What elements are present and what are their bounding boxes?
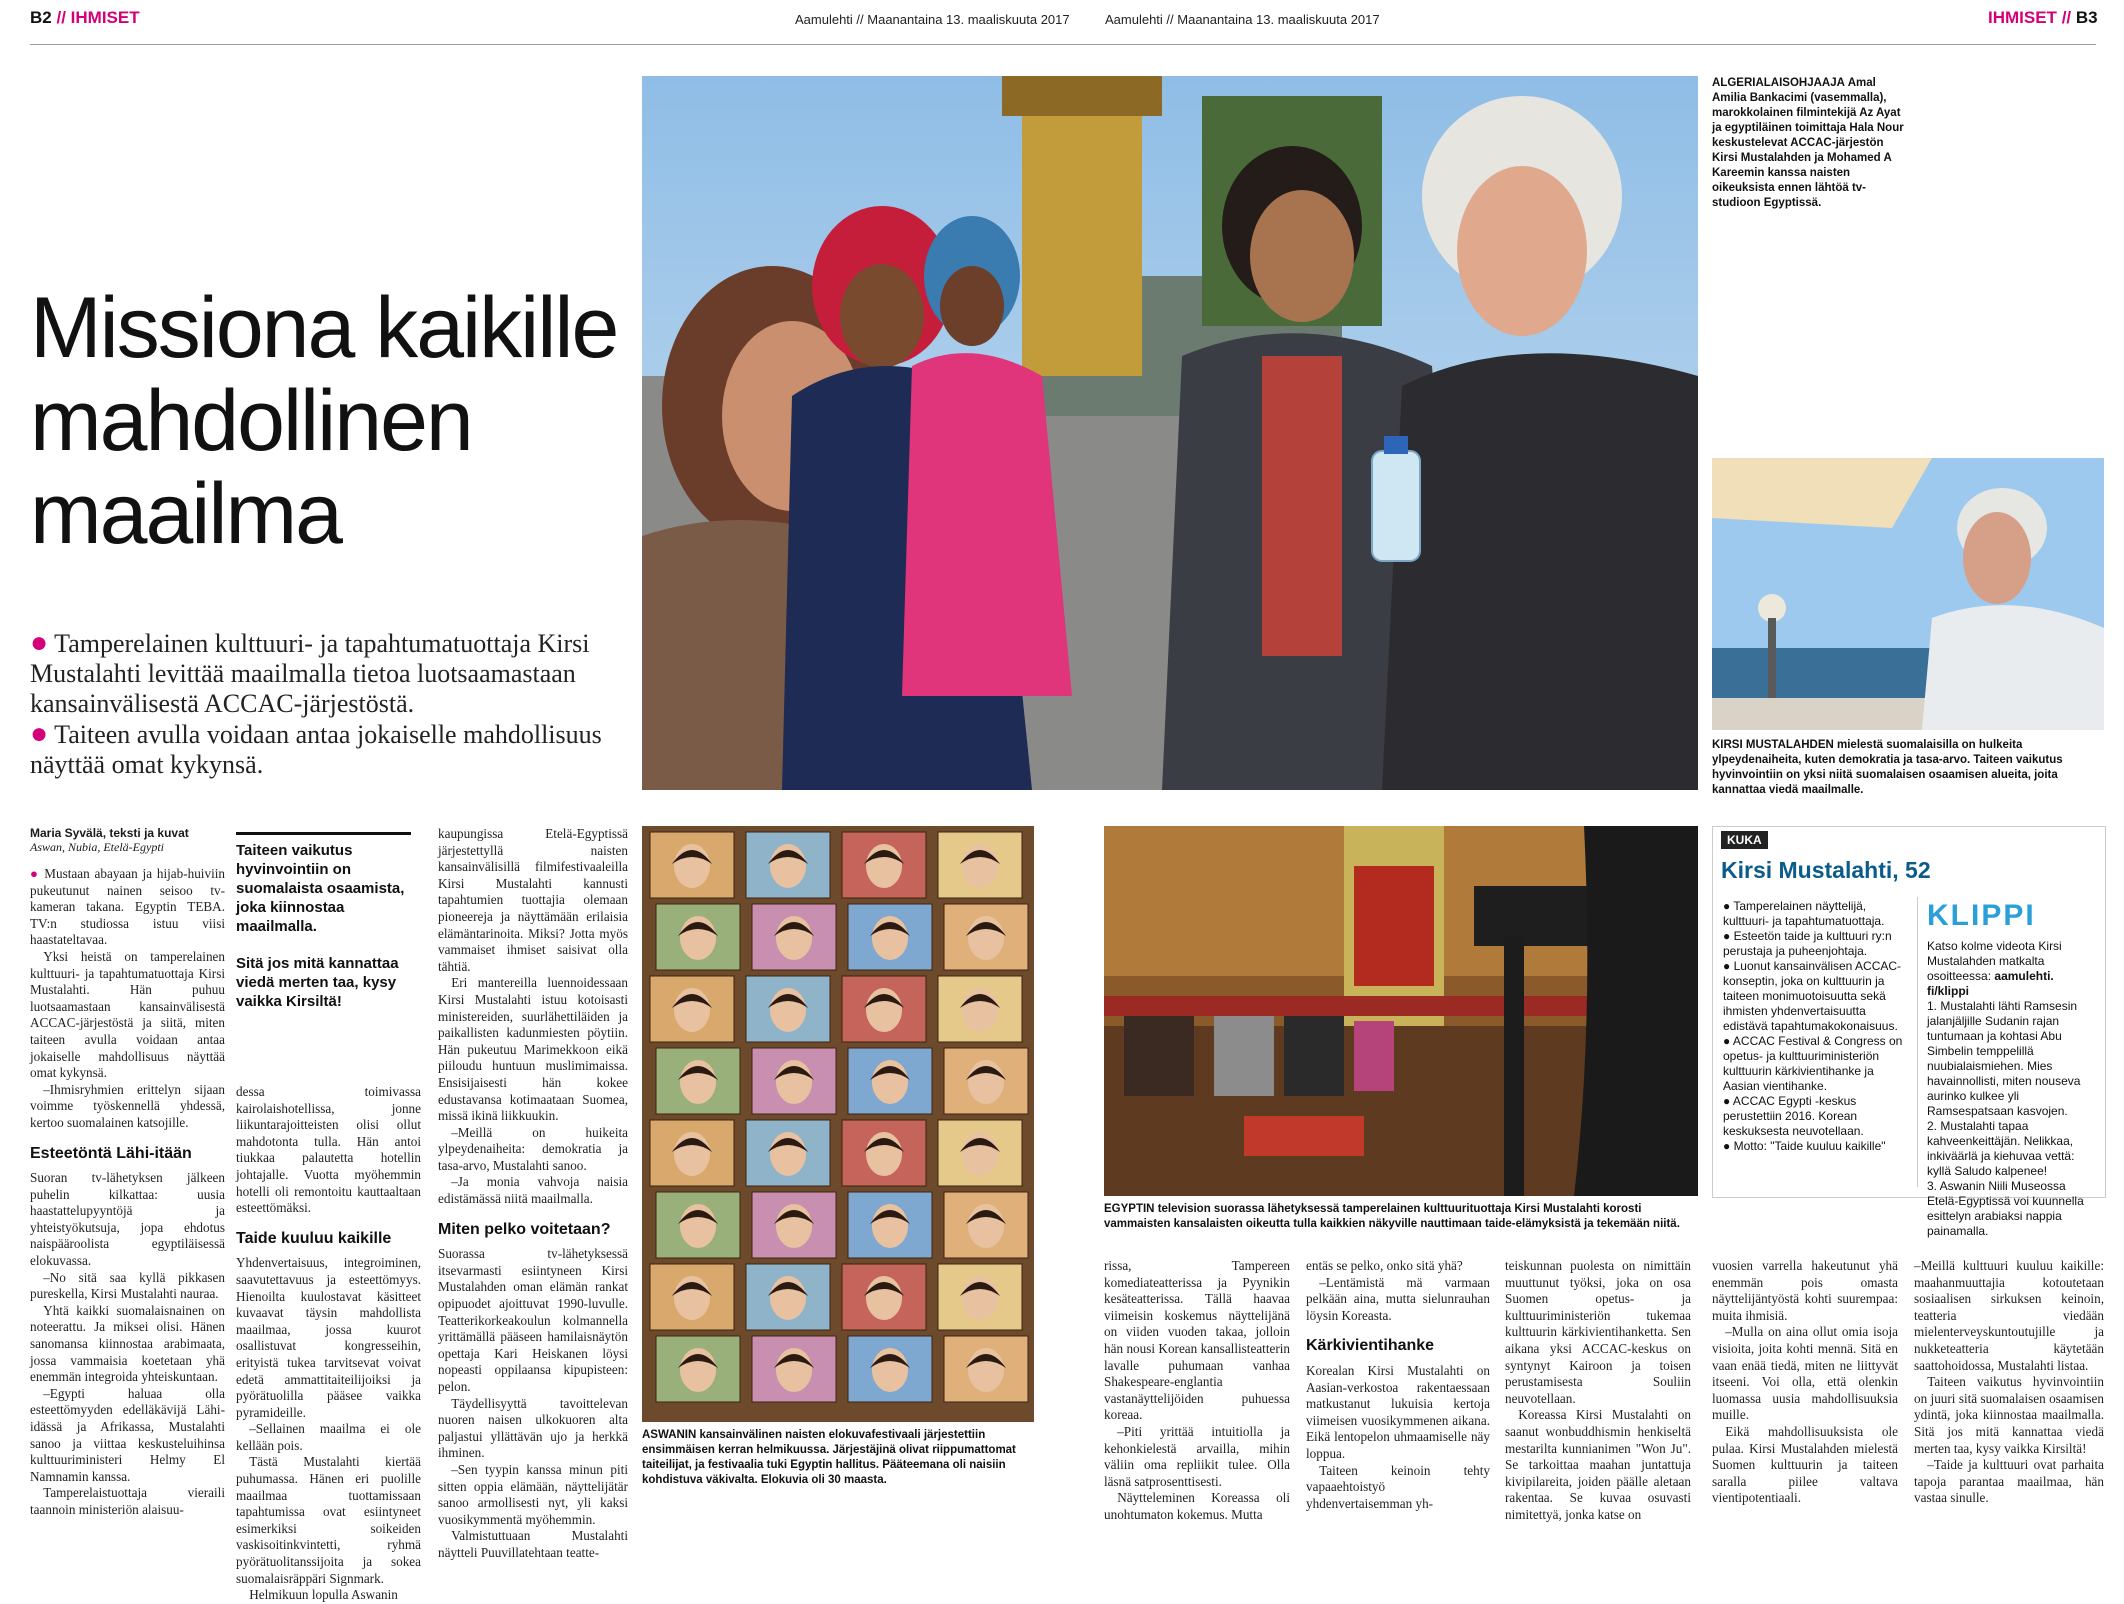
- list-item: ● ACCAC Festival & Congress on opetus- ja kulttuuriministeriön kulttuurin kärkivientihanke ja Aasian vientihanke.: [1723, 1034, 1903, 1093]
- article-column-3: [438, 826, 628, 1562]
- poster-card: [944, 1336, 1028, 1402]
- poster-card: [848, 1192, 932, 1258]
- kuka-tag: KUKA: [1721, 831, 1768, 849]
- paragraph: teiskunnan puolesta on nimittäin muuttunut työksi, joka on osa Suomen opetus- ja kulttuuriministeriön tukemaa kulttuurin kärkivientihanketta. Sen aikana yksi ACCAC-keskus on syntynyt Kairoon ja toisen perustamisesta Souliin neuvotellaan.: [1505, 1258, 1691, 1406]
- paragraph: –Mulla on aina ollut omia isoja visioita, joita kohti mennä. Sitä en vaan enää tiedä, miten ne liittyvät itseeni. Voi olla, että olenkin luomassa uusia mahdollisuuksia muille.: [1712, 1324, 1898, 1423]
- article-column-4: [1104, 1258, 1290, 1524]
- subheading: Esteetöntä Lähi-itään: [30, 1144, 192, 1162]
- magenta-dot-icon: ●: [30, 717, 49, 750]
- paragraph: Eri mantereilla luennoidessaan Kirsi Mustalahti istuu kotoisasti ministereiden, suurlähettiläiden ja paikallisten kadunmiesten pöytiin. Hän pukeutuu Marimekkoon eikä piiloudu huntuun muslimimaissa. Ensisijaisesti hän kokee edustavansa kotimaataan Suomea, missä ikinä liikkuukin.: [438, 975, 628, 1124]
- klippi-logo: KLIPPI: [1927, 899, 2036, 932]
- paragraph: vuosien varrella hakeutunut yhä enemmän pois omasta näyttelijäntyöstä kohti suurempaa: muita ihmisiä.: [1712, 1258, 1898, 1323]
- right-dateline: Aamulehti // Maanantaina 13. maaliskuuta 2017: [1105, 12, 1380, 27]
- paragraph: –Egypti haluaa olla esteettömyyden edelläkävijä Lähi-idässä ja Afrikassa, Mustalahti sanoo ja viittaa keskusteluihinsa kulttuuriministeri Helmy El Namnamin kanssa.: [30, 1385, 225, 1484]
- subheading: Miten pelko voitetaan?: [438, 1220, 611, 1238]
- poster-card: [746, 832, 830, 898]
- tv-studio-photo: [1104, 826, 1698, 1196]
- article-column-6: [1505, 1258, 1691, 1524]
- pull-quote-text: Taiteen vaikutus hyvinvointiin on suomalaista osaamista, joka kiinnostaa maailmalla.: [236, 832, 411, 936]
- paragraph: –Meillä kulttuuri kuuluu kaikille: maahanmuuttajia kotoutetaan sosiaalisen sirkuksen keinoin, teatteria viedään mielenterveyskuntoutujille ja nukketeatteria käytetään saattohoidossa, Mustalahti listaa.: [1914, 1258, 2104, 1373]
- headline-line: maailma: [30, 466, 341, 562]
- black-dot-icon: ●: [1723, 959, 1734, 973]
- kuka-title: Kirsi Mustalahti, 52: [1721, 857, 1931, 883]
- portrait-caption: [1712, 738, 2104, 798]
- black-dot-icon: ●: [1723, 899, 1734, 913]
- black-dot-icon: ●: [1723, 1139, 1734, 1153]
- paragraph: Valmistuttuaan Mustalahti näytteli Puuvillatehtaan teatte-: [438, 1528, 628, 1560]
- list-item: 3. Aswanin Niili Museossa Etelä-Egyptissä voi kuunnella esittelyn arabiaksi nappia painamalla.: [1927, 1179, 2084, 1238]
- headline: [30, 282, 650, 561]
- klippi-box: [1927, 899, 2097, 1239]
- paragraph: –No sitä saa kyllä pikkasen pureskella, Kirsi Mustalahti nauraa.: [30, 1269, 225, 1302]
- black-dot-icon: ●: [1723, 1094, 1733, 1108]
- right-section-name: IHMISET: [1988, 8, 2057, 27]
- list-item: ● Tamperelainen näyttelijä, kulttuuri- ja tapahtumatuottaja.: [1723, 899, 1885, 928]
- poster-card: [752, 1048, 836, 1114]
- right-page-number: B3: [2075, 8, 2098, 27]
- poster-card: [842, 1264, 926, 1330]
- subheading: Taide kuuluu kaikille: [236, 1229, 392, 1247]
- poster-card: [848, 1336, 932, 1402]
- paragraph: rissa, Tampereen komediateatterissa ja Pyynikin kesäteatterissa. Tällä haavaa viimeisin koskemus näyttelijänä on viiden vuoden takaa, jolloin hän nousi Korean kansallisteatterin lavalle puhumaan vanhaa Shakespeare-englantia vastanäyttelijöiden puhuessa koreaa.: [1104, 1258, 1290, 1423]
- left-page-number: B2: [30, 8, 52, 27]
- portrait-photo: [1712, 458, 2104, 730]
- poster-card: [842, 976, 926, 1042]
- poster-card: [944, 904, 1028, 970]
- kuka-list: [1723, 899, 1911, 1154]
- tv-studio-caption: [1104, 1202, 1698, 1232]
- paragraph: –Ihmisryhmien erittelyn sijaan voimme työskennellä yhdessä, kertoo suomalainen katsojille.: [30, 1081, 225, 1130]
- posters-photo: [642, 826, 1034, 1422]
- poster-card: [752, 904, 836, 970]
- poster-card: [938, 1264, 1022, 1330]
- magenta-dot-icon: ●: [30, 866, 40, 881]
- subheading: Kärkivientihanke: [1306, 1337, 1435, 1355]
- magenta-dot-icon: ●: [30, 626, 49, 659]
- poster-card: [656, 1336, 740, 1402]
- poster-card: [650, 1120, 734, 1186]
- paragraph: Korealan Kirsi Mustalahti on Aasian-verkostoa rakentaessaan matkustanut lukuisia kertoja viimeisen vuosikymmenen aikana. Eikä lentopelon uhmaamiselle näy loppua.: [1306, 1362, 1490, 1461]
- paragraph: Taiteen vaikutus hyvinvointiin on juuri sitä suomalaisen osaamisen ydintä, joka kiinnostaa maailmalla. Sitä jos mitä kannattaa viedä merten taa, kysy vaikka Kirsiltä!: [1914, 1374, 2104, 1456]
- poster-card: [650, 976, 734, 1042]
- paragraph: kaupungissa Etelä-Egyptissä järjestettyllä naisten kansainvälisillä filmifestivaaleilla Kirsi Mustalahti kannusti tapahtumien tuottajia olemaan pioneereja ja näyttämään erilaisia elämäntarinoita. Miksi? Jotta myös vammaiset ihmiset saisivat olla tähtiä.: [438, 826, 628, 974]
- lead: [30, 628, 630, 780]
- header-rule: [30, 44, 2096, 45]
- right-sep: //: [2061, 8, 2072, 27]
- byline: [30, 826, 225, 855]
- paragraph: –Ja monia vahvoja naisia edistämässä niitä maailmalla.: [438, 1174, 628, 1207]
- caption-text: Amal Amilia Bankacimi (vasemmalla), marokkolainen filmintekijä Az Ayat ja egyptiläinen toimittaja Hala Nour keskustelevat ACCAC-järjestön Kirsi Mustalahden ja Mohamed A Kareemin kanssa naisten oikeuksista ennen lähtöä tv-studioon Egyptissä.: [1712, 77, 1904, 209]
- lead-paragraph: Taiteen avulla voidaan antaa jokaiselle mahdollisuus näyttää omat kykynsä.: [30, 720, 602, 779]
- paragraph: Eikä mahdollisuuksista ole pulaa. Kirsi Mustalahden mielestä Suomen kulttuurin ja taiteen saralla piilee valtava vientipotentiaali.: [1712, 1423, 1898, 1506]
- poster-card: [752, 1336, 836, 1402]
- right-page-header: [1988, 8, 2098, 28]
- paragraph: Tamperelaistuottaja vieraili taannoin ministeriön alaisuu-: [30, 1485, 225, 1517]
- poster-card: [656, 904, 740, 970]
- poster-card: [944, 1192, 1028, 1258]
- posters-caption: [642, 1428, 1034, 1488]
- left-page-header: [30, 8, 140, 28]
- left-section-name: IHMISET: [70, 8, 140, 27]
- headline-line: mahdollinen: [30, 373, 472, 469]
- paragraph: Taiteen keinoin tehty vapaaehtoistyö yhdenvertaisemman yh-: [1306, 1462, 1490, 1511]
- list-item: ● ACCAC Egypti -keskus perustettiin 2016. Korean keskuksesta neuvotellaan.: [1723, 1094, 1864, 1138]
- paragraph: Suoran tv-lähetyksen jälkeen puhelin kilkattaa: uusia haastattelupyyntöjä ja yhteistyökutsuja, jopa ehdotus naispääroolista egyptiläisessä elokuvassa.: [30, 1170, 225, 1269]
- caption-text: kansainvälinen naisten elokuvafestivaali järjestettiin ensimmäisen kerran helmikuussa. Järjestäjinä olivat riippumattomat taiteilijat, ja festivaalia tuki Egyptin hallitus. Pääteemana oli naisiin kohdistuva väkivalta. Elokuvia oli 30 maasta.: [642, 1429, 1016, 1486]
- paragraph: dessa toimivassa kairolaishotellissa, jonne liikuntarajoitteisten olisi ollut mahdotonta tulla. Hän antoi tiukkaa palautetta hotellin johtajalle. Vuotta myöhemmin hotelli oli remontoitu kauttaaltaan esteettömäksi.: [236, 1084, 421, 1216]
- main-photo: [642, 76, 1698, 790]
- poster-card: [938, 832, 1022, 898]
- paragraph: –Sellainen maailma ei ole kellään pois.: [236, 1421, 421, 1453]
- paragraph: Koreassa Kirsi Mustalahti on saanut wonbuddhismin henkiseltä mestarilta kunnianimen "Won Ju". Se tarkoittaa maahan juntattuja kivipilareita, joiden päälle aletaan rakentaa. Se kuvaa osuvasti nimitettyä, jonka katse on: [1505, 1407, 1691, 1522]
- left-dateline: Aamulehti // Maanantaina 13. maaliskuuta 2017: [795, 12, 1070, 27]
- poster-card: [848, 904, 932, 970]
- poster-card: [938, 976, 1022, 1042]
- paragraph: –Meillä on huikeita ylpeydenaiheita: demokratia ja tasa-arvo, Mustalahti sanoo.: [438, 1124, 628, 1173]
- article-column-1: [30, 866, 225, 1519]
- caption-lead: ALGERIALAISOHJAAJA: [1712, 77, 1845, 89]
- article-column-8: [1914, 1258, 2104, 1507]
- left-sep: //: [56, 8, 66, 27]
- paragraph: entäs se pelko, onko sitä yhä?: [1306, 1258, 1463, 1273]
- kuka-divider: [1917, 897, 1918, 1187]
- byline-place: Aswan, Nubia, Etelä-Egypti: [30, 840, 164, 854]
- poster-card: [848, 1048, 932, 1114]
- black-dot-icon: ●: [1723, 929, 1734, 943]
- poster-card: [650, 1264, 734, 1330]
- paragraph: –Sen tyypin kanssa minun piti sitten oppia elämään, näyttelijätär sanoo armollisesti nyt, yli kaksi vuosikymmentä myöhemmin.: [438, 1461, 628, 1527]
- list-item: ● Esteetön taide ja kulttuuri ry:n perustaja ja puheenjohtaja.: [1723, 929, 1892, 958]
- poster-card: [938, 1120, 1022, 1186]
- caption-lead: EGYPTIN: [1104, 1203, 1155, 1215]
- list-item: ● Motto: "Taide kuuluu kaikille": [1723, 1139, 1886, 1153]
- paragraph: Näytteleminen Koreassa oli unohtumaton kokemus. Mutta: [1104, 1490, 1290, 1522]
- main-photo-caption: [1712, 76, 1908, 211]
- article-column-2: [236, 1084, 421, 1604]
- pull-quote: [236, 832, 411, 1011]
- paragraph: Täydellisyyttä tavoittelevan nuoren naisen ulkokuoren alta paljastui yllättävän ujo ja herkkä ihminen.: [438, 1395, 628, 1461]
- poster-card: [746, 1264, 830, 1330]
- poster-card: [752, 1192, 836, 1258]
- poster-card: [746, 1120, 830, 1186]
- poster-card: [650, 832, 734, 898]
- paragraph: Mustaan abayaan ja hijab-huiviin pukeutunut nainen seisoo tv-kameran takana. Egyptin TEBA. TV:n studiossa istuu viisi haastateltavaa.: [30, 866, 225, 948]
- lead-paragraph: Tamperelainen kulttuuri- ja tapahtumatuottaja Kirsi Mustalahti levittää maailmalla tietoa luotsaamastaan kansainvälisestä ACCAC-järjestöstä.: [30, 629, 590, 718]
- article-column-5: [1306, 1258, 1490, 1512]
- caption-lead: ASWANIN: [642, 1429, 697, 1441]
- paragraph: –Taide ja kulttuuri ovat parhaita tapoja parantaa maailmaa, hän vastaa sinulle.: [1914, 1457, 2104, 1506]
- paragraph: –Piti yrittää intuitiolla ja kehonkielestä arvailla, mihin väliin oma repliikit tulee. Olla läsnä satprosenttisesti.: [1104, 1423, 1290, 1489]
- klippi-link[interactable]: aamulehti. fi/klippi: [1927, 969, 2054, 998]
- paragraph: Tästä Mustalahti kiertää puhumassa. Hänen eri puolille maailmaa tuottamissaan tapahtumissa ovat esiintyneet esimerkiksi soikeiden vaskisoitinkvintetti, ryhmä pyörätuolitanssijoita ja sokea suomalaisräppäri Signmark.: [236, 1454, 421, 1586]
- klippi-intro: Katso kolme videota Kirsi Mustalahden matkalta osoitteessa:: [1927, 939, 2062, 983]
- poster-card: [746, 976, 830, 1042]
- paragraph: Suorassa tv-lähetyksessä itsevarmasti esiintyneen Kirsi Mustalahden oman elämän rankat opipuodet ajoittuvat 1990-luvulle. Teatterikorkeakoulun kolmannella yrittämällä pääseen hamilaisnäytön opettaja Kari Heiskanen löysi nopeasti oppilaansa kipupisteen: pelon.: [438, 1246, 628, 1394]
- caption-text: television suorassa lähetyksessä tamperelainen kulttuurituottaja Kirsi Mustalahti korosti vammaisten kansalaisten oikeutta tulla kaikkien näkyville nauttimaan taide-elämyksistä ja tekemään niitä.: [1104, 1203, 1680, 1230]
- poster-card: [656, 1048, 740, 1114]
- poster-card: [944, 1048, 1028, 1114]
- poster-card: [842, 1120, 926, 1186]
- byline-author: Maria Syvälä, teksti ja kuvat: [30, 826, 189, 840]
- poster-card: [842, 832, 926, 898]
- black-dot-icon: ●: [1723, 1034, 1733, 1048]
- list-item: 2. Mustalahti tapaa kahveenkeittäjän. Nelikkaa, inkiväärlä ja kiehuvaa vettä: kyllä Saludo kalpenee!: [1927, 1119, 2075, 1178]
- caption-lead: KIRSI MUSTALAHDEN: [1712, 739, 1834, 751]
- headline-line: Missiona kaikille: [30, 280, 618, 376]
- paragraph: Helmikuun lopulla Aswanin: [249, 1587, 398, 1603]
- paragraph: Yhtä kaikki suomalaisnainen on noteerattu. Ja miksei olisi. Hänen sanomansa kiinnostaa arabimaata, jossa vammaisia koetetaan yhä enemmän integroida yhteiskuntaan.: [30, 1302, 225, 1385]
- paragraph: Yksi heistä on tamperelainen kulttuuri- ja tapahtumatuottaja Kirsi Mustalahti. Hän puhuu luotsaamastaan kansainvälisestä ACCAC-järjestöstä ja siitä, miten taiteen avulla voidaan antaa jokaiselle mahdollisuus näyttää omat kykynsä.: [30, 948, 225, 1081]
- paragraph: –Lentämistä mä varmaan pelkään aina, mutta sielunrauhan löysin Koreasta.: [1306, 1274, 1490, 1323]
- article-column-7: [1712, 1258, 1898, 1507]
- kuka-box: [1712, 826, 2106, 1238]
- list-item: ● Luonut kansainvälisen ACCAC-konseptin, joka on kulttuurin ja taiteen monimuotoisuutta sekä ihmisten yhdenvertaisuutta edistävä tapahtumakokonaisuus.: [1723, 959, 1902, 1033]
- pull-quote-text: Sitä jos mitä kannattaa viedä merten taa, kysy vaikka Kirsiltä!: [236, 955, 399, 1010]
- caption-text: mielestä suomalaisilla on hulkeita ylpeydenaiheita, kuten demokratia ja tasa-arvo. Taiteen vaikutus hyvinvointiin on yksi niitä suomalaisen osaamisen alueita, joita kannattaa viedä maailmalle.: [1712, 739, 2063, 796]
- paragraph: Yhdenvertaisuus, integroiminen, saavutettavuus ja esteettömyys. Hienoilta kuulostavat käsitteet kuvaavat täysin mahdollista maailmaa, jossa kuurot osallistuvat kongresseihin, erityistä tukea tarvitsevat voivat edetä ammattitaiteilijoiksi ja pyörätuolilla pääsee vaikka pyramideille.: [236, 1255, 421, 1420]
- list-item: 1. Mustalahti lähti Ramsesin jalanjäljille Sudanin rajan tuntumaan ja kohtasi Abu Simbelin temppelillä nuubialaismiehen. Mies havainnollisti, miten nouseva aurinko kulkee yli Ramsespatsaan kasvojen.: [1927, 999, 2081, 1118]
- poster-card: [656, 1192, 740, 1258]
